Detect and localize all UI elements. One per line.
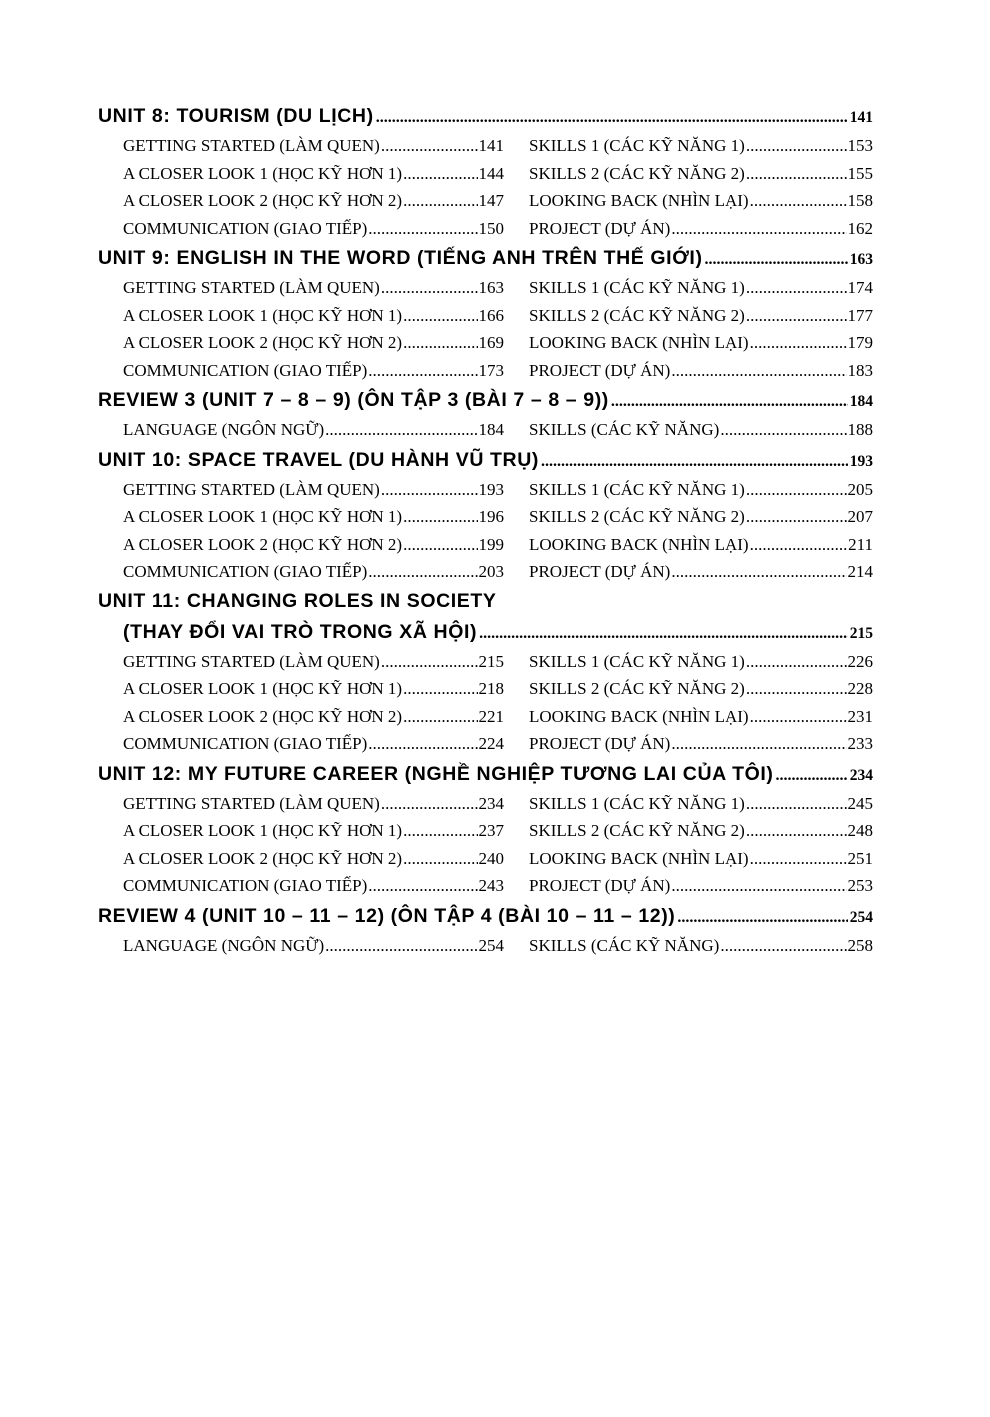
entry-page-number: 188 <box>847 420 873 439</box>
section-subtitle: (THAY ĐỔI VAI TRÒ TRONG XÃ HỘI) <box>123 620 478 643</box>
toc-entry-left[interactable] <box>123 648 504 676</box>
entry-page-number: 251 <box>847 848 873 868</box>
dot-leader <box>381 648 478 676</box>
entry-page-number: 158 <box>847 191 873 210</box>
entry-page-number: 147 <box>478 191 504 210</box>
section-title: REVIEW 3 (UNIT 7 – 8 – 9) (ÔN TẬP 3 (BÀI 7 – 8 – 9)) <box>98 389 609 411</box>
entry-label: SKILLS 1 (CÁC KỸ NĂNG 1) <box>529 278 745 297</box>
toc-entry-left[interactable] <box>123 357 504 385</box>
toc-entry-right[interactable] <box>529 160 873 188</box>
dot-leader <box>403 329 477 357</box>
entry-row <box>123 132 873 160</box>
section-entries <box>98 648 873 758</box>
toc-section <box>98 900 873 960</box>
section-heading[interactable] <box>98 242 873 274</box>
toc-entry-left[interactable] <box>123 329 504 357</box>
toc-entry-left[interactable] <box>123 274 504 302</box>
toc-entry-left[interactable] <box>123 416 504 444</box>
toc-entry-left[interactable] <box>123 187 504 215</box>
entry-page-number: 196 <box>478 507 504 526</box>
toc-entry-right[interactable] <box>529 675 873 703</box>
dot-leader <box>677 902 847 934</box>
entry-page-number: 203 <box>478 562 504 581</box>
entry-label: SKILLS 1 (CÁC KỸ NĂNG 1) <box>529 136 745 155</box>
dot-leader <box>750 187 847 215</box>
entry-page-number: 253 <box>847 876 873 895</box>
section-page-number: 184 <box>849 393 873 410</box>
entry-label: GETTING STARTED (LÀM QUEN) <box>123 278 380 297</box>
entry-label: GETTING STARTED (LÀM QUEN) <box>123 793 380 813</box>
entry-label: A CLOSER LOOK 2 (HỌC KỸ HƠN 2) <box>123 333 403 352</box>
entry-page-number: 233 <box>847 734 873 753</box>
entry-label: A CLOSER LOOK 2 (HỌC KỸ HƠN 2) <box>123 191 403 210</box>
dot-leader <box>720 932 846 960</box>
entry-page-number: 221 <box>478 706 504 726</box>
entry-page-number: 243 <box>478 876 504 895</box>
dot-leader <box>750 703 847 731</box>
entry-label: SKILLS 2 (CÁC KỸ NĂNG 2) <box>529 679 745 698</box>
entry-row <box>123 357 873 385</box>
dot-leader <box>381 274 478 302</box>
section-page-number: 254 <box>849 908 873 926</box>
dot-leader <box>720 416 846 444</box>
entry-label: GETTING STARTED (LÀM QUEN) <box>123 651 380 671</box>
entry-label: COMMUNICATION (GIAO TIẾP) <box>123 218 368 238</box>
entry-page-number: 218 <box>478 679 504 698</box>
dot-leader <box>671 558 846 586</box>
dot-leader <box>746 274 847 302</box>
dot-leader <box>750 329 847 357</box>
toc-entry-right[interactable] <box>529 187 873 215</box>
dot-leader <box>746 160 847 188</box>
entry-label: A CLOSER LOOK 2 (HỌC KỸ HƠN 2) <box>123 534 403 554</box>
toc-entry-left[interactable] <box>123 675 504 703</box>
dot-leader <box>325 932 477 960</box>
entry-page-number: 153 <box>847 136 873 155</box>
entry-row <box>123 531 873 559</box>
dot-leader <box>746 503 847 531</box>
toc-entry-right[interactable] <box>529 872 873 900</box>
entry-page-number: 248 <box>847 821 873 840</box>
toc-entry-left[interactable] <box>123 872 504 900</box>
dot-leader <box>746 648 847 676</box>
entry-label: A CLOSER LOOK 2 (HỌC KỸ HƠN 2) <box>123 706 403 726</box>
dot-leader <box>671 872 846 900</box>
toc-entry-left[interactable] <box>123 160 504 188</box>
entry-row <box>123 845 873 873</box>
entry-label: LOOKING BACK (NHÌN LẠI) <box>529 706 749 726</box>
toc-entry-right[interactable] <box>529 503 873 531</box>
entry-page-number: 258 <box>847 935 873 955</box>
dot-leader <box>403 531 477 559</box>
dot-leader <box>403 187 477 215</box>
dot-leader <box>381 790 478 818</box>
dot-leader <box>403 703 477 731</box>
toc-section <box>98 242 873 384</box>
entry-page-number: 144 <box>478 163 504 183</box>
dot-leader <box>746 817 847 845</box>
toc-section <box>98 444 873 586</box>
toc-entry-right[interactable] <box>529 329 873 357</box>
section-page-number: 234 <box>849 766 873 784</box>
dot-leader <box>746 675 847 703</box>
toc-section <box>98 758 873 900</box>
toc-entry-left[interactable] <box>123 531 504 559</box>
dot-leader <box>368 730 477 758</box>
entry-label: PROJECT (DỰ ÁN) <box>529 562 671 581</box>
toc-entry-left[interactable] <box>123 845 504 873</box>
section-entries <box>98 790 873 900</box>
dot-leader <box>325 416 477 444</box>
entry-page-number: 234 <box>478 793 504 813</box>
entry-label: COMMUNICATION (GIAO TIẾP) <box>123 360 368 380</box>
section-entries <box>98 416 873 444</box>
entry-row <box>123 274 873 302</box>
entry-label: COMMUNICATION (GIAO TIẾP) <box>123 876 368 895</box>
toc-entry-right[interactable] <box>529 817 873 845</box>
toc-entry-right[interactable] <box>529 531 873 559</box>
dot-leader <box>403 817 477 845</box>
toc-entry-left[interactable] <box>123 215 504 243</box>
section-title: REVIEW 4 (UNIT 10 – 11 – 12) (ÔN TẬP 4 (BÀI 10 – 11 – 12)) <box>98 904 676 927</box>
toc-entry-right[interactable] <box>529 416 873 444</box>
entry-label: LOOKING BACK (NHÌN LẠI) <box>529 848 749 868</box>
entry-label: GETTING STARTED (LÀM QUEN) <box>123 479 380 499</box>
entry-page-number: 237 <box>478 821 504 840</box>
entry-label: PROJECT (DỰ ÁN) <box>529 218 671 238</box>
entry-row <box>123 648 873 676</box>
entry-row <box>123 329 873 357</box>
entry-label: SKILLS 1 (CÁC KỸ NĂNG 1) <box>529 479 745 499</box>
entry-label: SKILLS 2 (CÁC KỸ NĂNG 2) <box>529 821 745 840</box>
entry-page-number: 163 <box>478 278 504 297</box>
entry-page-number: 224 <box>478 734 504 753</box>
entry-row <box>123 730 873 758</box>
toc-entry-left[interactable] <box>123 790 504 818</box>
dot-leader <box>611 386 848 418</box>
entry-page-number: 184 <box>478 420 504 439</box>
toc-entry-right[interactable] <box>529 132 873 160</box>
dot-leader <box>368 215 477 243</box>
dot-leader <box>403 503 477 531</box>
entry-row <box>123 302 873 330</box>
table-of-contents <box>98 100 873 959</box>
section-title: UNIT 8: TOURISM (DU LỊCH) <box>98 105 374 127</box>
entry-label: LANGUAGE (NGÔN NGỮ) <box>123 420 325 439</box>
toc-entry-left[interactable] <box>123 558 504 586</box>
section-heading[interactable] <box>98 758 873 790</box>
toc-entry-right[interactable] <box>529 476 873 504</box>
entry-page-number: 162 <box>847 218 873 238</box>
entry-label: SKILLS (CÁC KỸ NĂNG) <box>529 420 720 439</box>
toc-entry-left[interactable] <box>123 503 504 531</box>
entry-page-number: 215 <box>478 651 504 671</box>
entry-label: A CLOSER LOOK 1 (HỌC KỸ HƠN 1) <box>123 507 403 526</box>
section-heading[interactable] <box>98 586 873 616</box>
dot-leader <box>671 730 846 758</box>
entry-page-number: 183 <box>847 360 873 380</box>
dot-leader <box>705 244 848 276</box>
section-page-number: 193 <box>849 452 873 470</box>
entry-page-number: 193 <box>478 479 504 499</box>
entry-label: LOOKING BACK (NHÌN LẠI) <box>529 191 749 210</box>
toc-entry-right[interactable] <box>529 730 873 758</box>
toc-entry-right[interactable] <box>529 215 873 243</box>
dot-leader <box>671 357 846 385</box>
entry-label: COMMUNICATION (GIAO TIẾP) <box>123 562 368 581</box>
dot-leader <box>381 132 478 160</box>
entry-row <box>123 503 873 531</box>
toc-entry-right[interactable] <box>529 845 873 873</box>
dot-leader <box>403 675 477 703</box>
section-entries <box>98 932 873 960</box>
entry-row <box>123 703 873 731</box>
toc-section <box>98 384 873 444</box>
entry-page-number: 214 <box>847 562 873 581</box>
toc-section <box>98 586 873 758</box>
toc-entry-left[interactable] <box>123 730 504 758</box>
toc-entry-left[interactable] <box>123 476 504 504</box>
entry-row <box>123 416 873 444</box>
dot-leader <box>403 845 477 873</box>
toc-entry-right[interactable] <box>529 790 873 818</box>
dot-leader <box>746 302 847 330</box>
toc-entry-left[interactable] <box>123 932 504 960</box>
toc-entry-right[interactable] <box>529 302 873 330</box>
entry-label: LOOKING BACK (NHÌN LẠI) <box>529 333 749 352</box>
toc-entry-left[interactable] <box>123 817 504 845</box>
entry-row <box>123 160 873 188</box>
dot-leader <box>750 531 848 559</box>
entry-row <box>123 872 873 900</box>
entry-label: PROJECT (DỰ ÁN) <box>529 876 671 895</box>
toc-entry-right[interactable] <box>529 274 873 302</box>
entry-page-number: 155 <box>847 163 873 183</box>
entry-page-number: 205 <box>847 479 873 499</box>
entry-label: SKILLS 1 (CÁC KỸ NĂNG 1) <box>529 651 745 671</box>
entry-row <box>123 558 873 586</box>
section-title: UNIT 12: MY FUTURE CAREER (NGHỀ NGHIỆP TƯƠNG LAI CỦA TÔI) <box>98 762 774 785</box>
entry-row <box>123 790 873 818</box>
dot-leader <box>368 872 477 900</box>
dot-leader <box>746 476 847 504</box>
entry-page-number: 211 <box>848 534 873 554</box>
entry-label: A CLOSER LOOK 1 (HỌC KỸ HƠN 1) <box>123 305 403 325</box>
dot-leader <box>368 357 477 385</box>
entry-row <box>123 215 873 243</box>
section-heading[interactable] <box>98 384 873 416</box>
entry-row <box>123 932 873 960</box>
dot-leader <box>479 618 848 650</box>
entry-row <box>123 476 873 504</box>
entry-label: A CLOSER LOOK 1 (HỌC KỸ HƠN 1) <box>123 821 403 840</box>
dot-leader <box>403 160 477 188</box>
toc-entry-left[interactable] <box>123 132 504 160</box>
dot-leader <box>376 102 848 134</box>
entry-label: COMMUNICATION (GIAO TIẾP) <box>123 734 368 753</box>
entry-label: SKILLS 2 (CÁC KỸ NĂNG 2) <box>529 507 745 526</box>
entry-label: SKILLS 2 (CÁC KỸ NĂNG 2) <box>529 305 745 325</box>
entry-page-number: 226 <box>847 651 873 671</box>
entry-page-number: 169 <box>478 333 504 352</box>
entry-label: PROJECT (DỰ ÁN) <box>529 360 671 380</box>
entry-row <box>123 675 873 703</box>
dot-leader <box>381 476 478 504</box>
toc-entry-left[interactable] <box>123 302 504 330</box>
dot-leader <box>750 845 847 873</box>
section-entries <box>98 274 873 384</box>
entry-page-number: 166 <box>478 305 504 325</box>
section-page-number: 215 <box>849 624 873 642</box>
dot-leader <box>746 790 847 818</box>
toc-section <box>98 100 873 242</box>
section-entries <box>98 132 873 242</box>
entry-page-number: 199 <box>478 534 504 554</box>
section-title: UNIT 11: CHANGING ROLES IN SOCIETY <box>98 589 497 612</box>
entry-page-number: 177 <box>847 305 873 325</box>
entry-row <box>123 187 873 215</box>
entry-label: PROJECT (DỰ ÁN) <box>529 734 671 753</box>
toc-entry-right[interactable] <box>529 648 873 676</box>
section-page-number: 163 <box>849 251 873 268</box>
section-heading-continued[interactable] <box>98 616 873 648</box>
entry-page-number: 254 <box>478 935 504 955</box>
dot-leader <box>746 132 847 160</box>
dot-leader <box>403 302 477 330</box>
entry-page-number: 207 <box>847 507 873 526</box>
entry-page-number: 141 <box>478 136 504 155</box>
entry-label: GETTING STARTED (LÀM QUEN) <box>123 136 380 155</box>
section-heading[interactable] <box>98 444 873 476</box>
section-heading[interactable] <box>98 900 873 932</box>
entry-label: A CLOSER LOOK 2 (HỌC KỸ HƠN 2) <box>123 848 403 868</box>
section-entries <box>98 476 873 586</box>
entry-page-number: 173 <box>478 360 504 380</box>
entry-page-number: 174 <box>847 278 873 297</box>
entry-page-number: 245 <box>847 793 873 813</box>
dot-leader <box>541 446 848 478</box>
section-page-number: 141 <box>849 109 873 126</box>
section-title: UNIT 10: SPACE TRAVEL (DU HÀNH VŨ TRỤ) <box>98 448 539 471</box>
entry-label: LOOKING BACK (NHÌN LẠI) <box>529 534 749 554</box>
entry-label: SKILLS 1 (CÁC KỸ NĂNG 1) <box>529 793 745 813</box>
dot-leader <box>776 760 848 792</box>
toc-entry-right[interactable] <box>529 558 873 586</box>
entry-page-number: 150 <box>478 218 504 238</box>
entry-page-number: 231 <box>847 706 873 726</box>
entry-label: A CLOSER LOOK 1 (HỌC KỸ HƠN 1) <box>123 679 403 698</box>
entry-row <box>123 817 873 845</box>
section-title: UNIT 9: ENGLISH IN THE WORD (TIẾNG ANH TRÊN THẾ GIỚI) <box>98 247 703 269</box>
entry-label: SKILLS 2 (CÁC KỸ NĂNG 2) <box>529 163 745 183</box>
section-heading[interactable] <box>98 100 873 132</box>
entry-label: LANGUAGE (NGÔN NGỮ) <box>123 935 325 955</box>
entry-label: SKILLS (CÁC KỸ NĂNG) <box>529 935 720 955</box>
entry-label: A CLOSER LOOK 1 (HỌC KỸ HƠN 1) <box>123 163 403 183</box>
dot-leader <box>671 215 846 243</box>
toc-entry-right[interactable] <box>529 932 873 960</box>
toc-entry-right[interactable] <box>529 357 873 385</box>
toc-entry-right[interactable] <box>529 703 873 731</box>
entry-page-number: 240 <box>478 848 504 868</box>
entry-page-number: 179 <box>847 333 873 352</box>
dot-leader <box>368 558 477 586</box>
toc-entry-left[interactable] <box>123 703 504 731</box>
entry-page-number: 228 <box>847 679 873 698</box>
